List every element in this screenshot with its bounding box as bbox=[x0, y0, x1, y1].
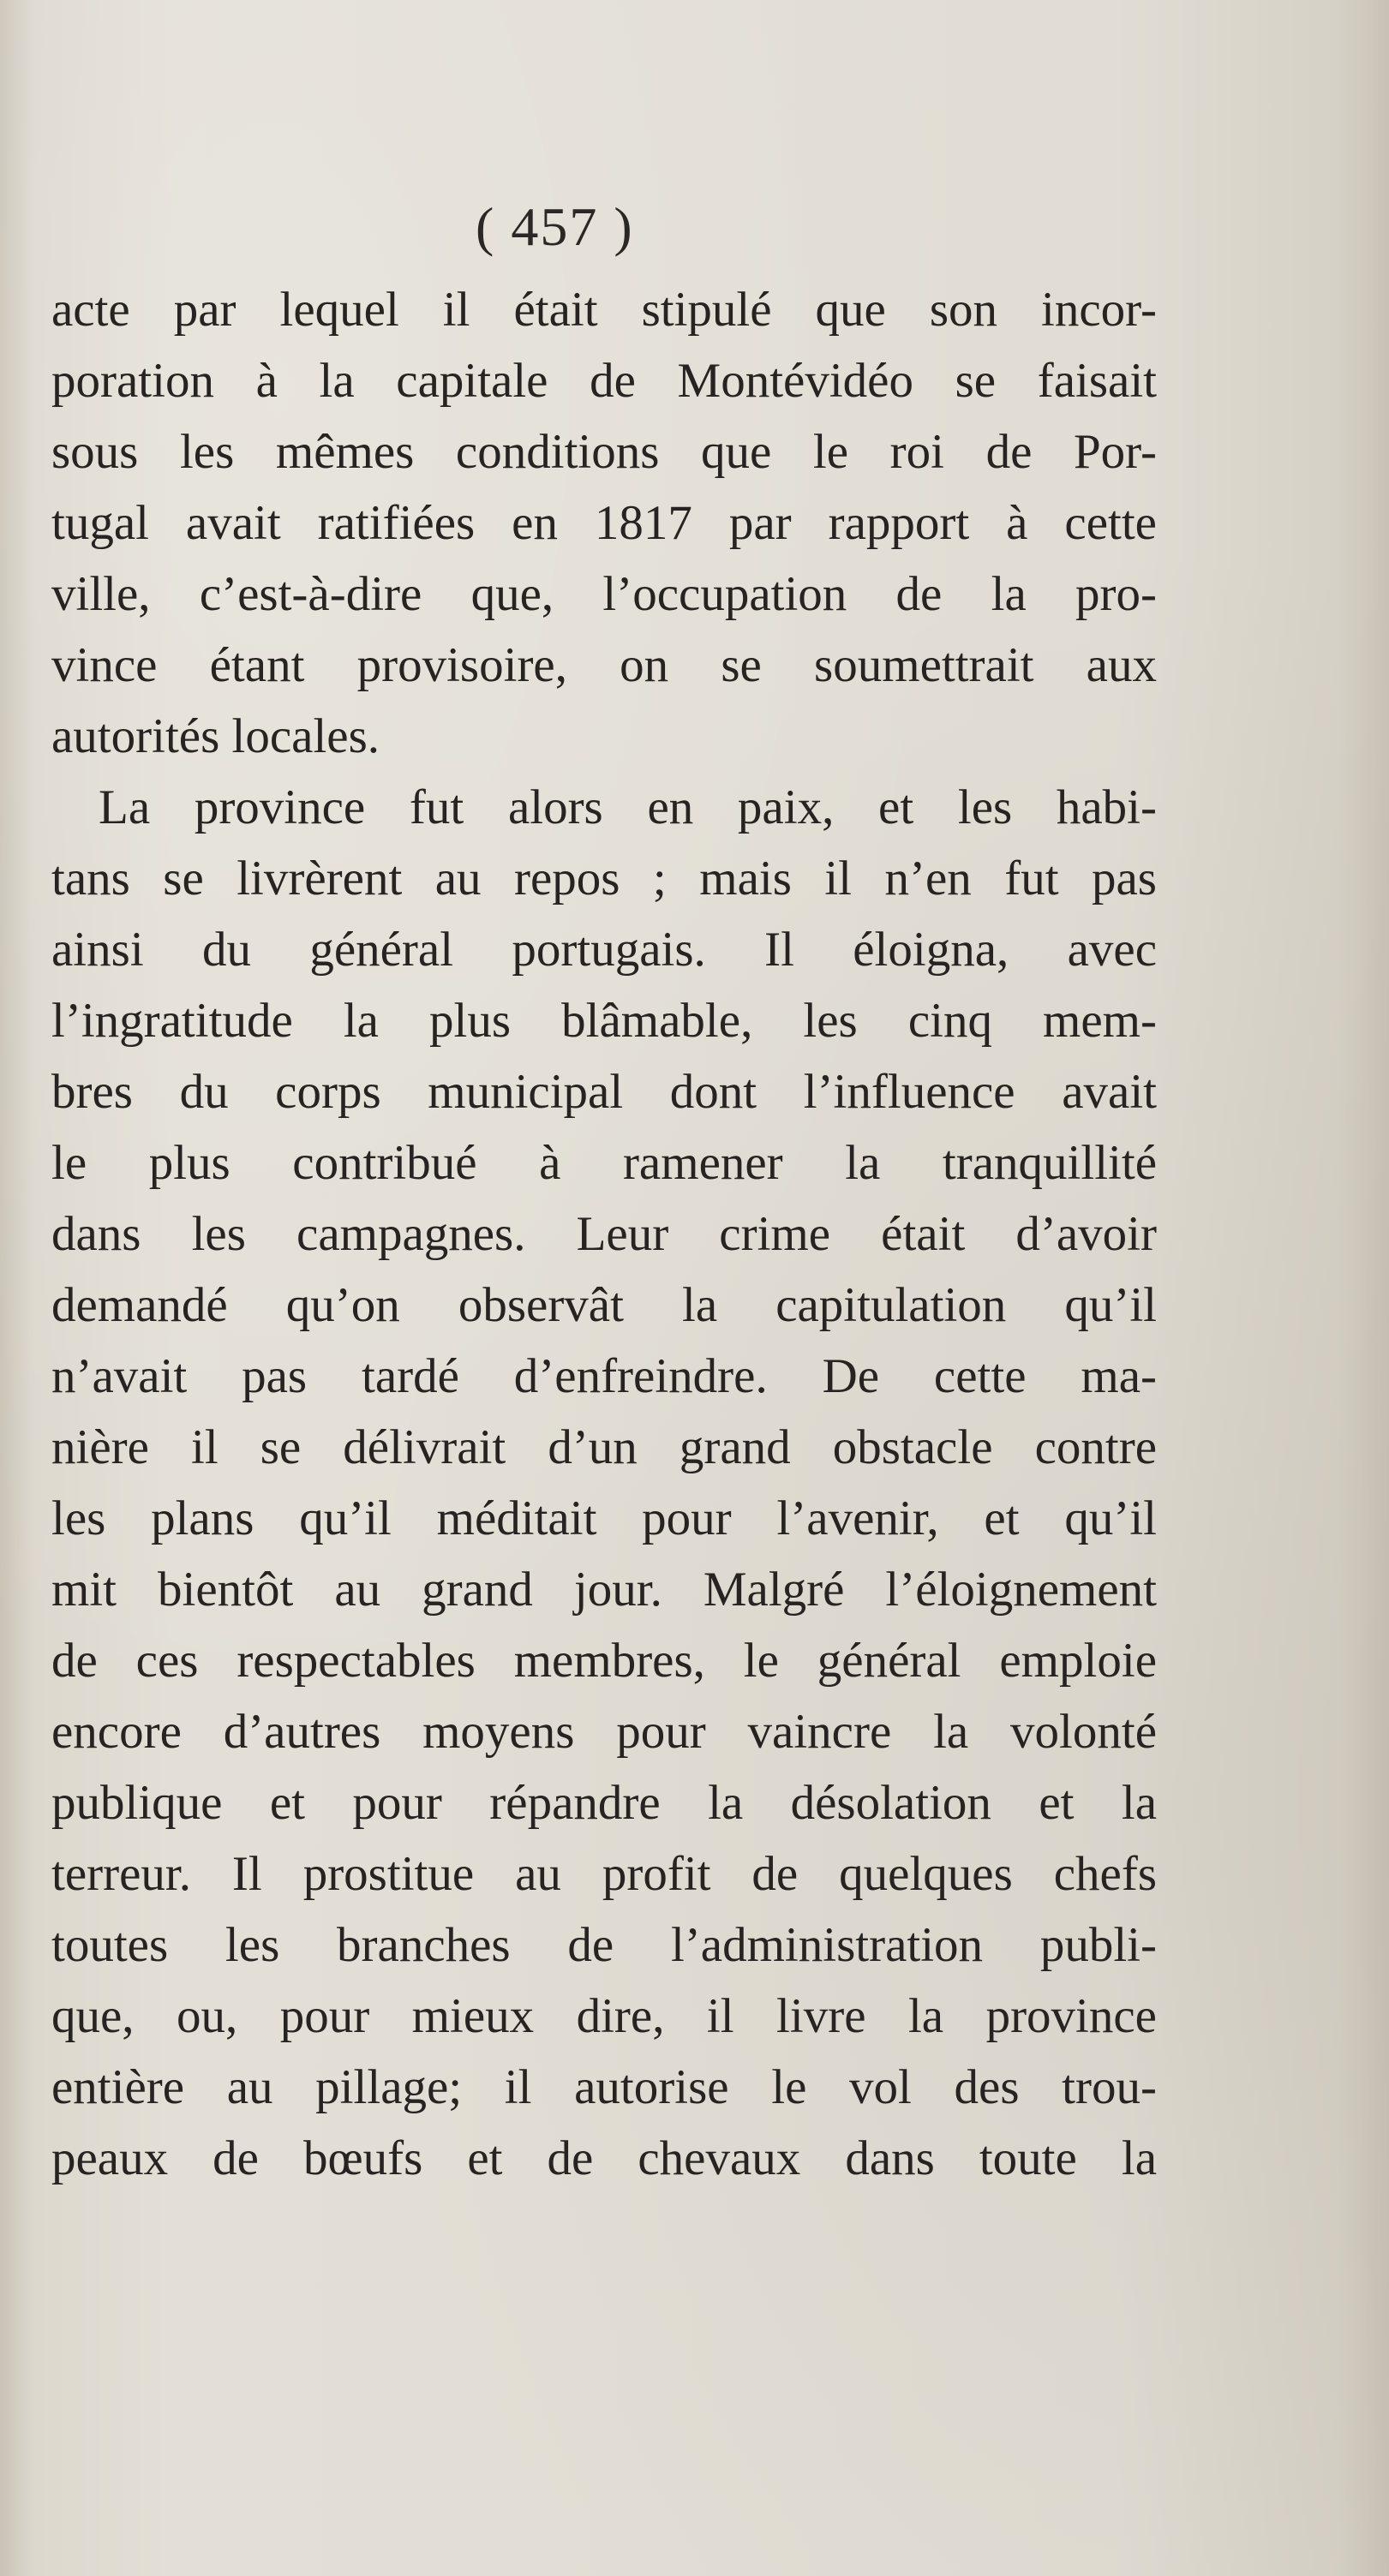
text-line: ainsi du général portugais. Il éloigna, avec bbox=[51, 923, 1157, 977]
text-line: que, ou, pour mieux dire, il livre la province bbox=[51, 1989, 1157, 2043]
text-line: n’avait pas tardé d’enfreindre. De cette ma- bbox=[51, 1349, 1157, 1403]
paragraph-2 bbox=[51, 772, 1157, 2194]
body-text bbox=[51, 274, 1157, 2194]
text-line: entière au pillage; il autorise le vol des trou- bbox=[51, 2060, 1157, 2114]
text-line: acte par lequel il était stipulé que son incor- bbox=[51, 283, 1157, 337]
text-line: le plus contribué à ramener la tranquillité bbox=[51, 1136, 1157, 1190]
text-line: demandé qu’on observât la capitulation qu’il bbox=[51, 1278, 1157, 1332]
text-line: tans se livrèrent au repos ; mais il n’en fut pas bbox=[51, 852, 1157, 905]
text-line: bres du corps municipal dont l’influence avait bbox=[51, 1065, 1157, 1119]
text-line: toutes les branches de l’administration publi- bbox=[51, 1918, 1157, 1972]
text-line: encore d’autres moyens pour vaincre la volonté bbox=[51, 1705, 1157, 1759]
text-line: poration à la capitale de Montévidéo se faisait bbox=[51, 354, 1157, 408]
text-line: publique et pour répandre la désolation et la bbox=[51, 1776, 1157, 1830]
text-line: La province fut alors en paix, et les habi- bbox=[99, 780, 1157, 834]
text-line: tugal avait ratifiées en 1817 par rapport à cette bbox=[51, 496, 1157, 550]
text-line: peaux de bœufs et de chevaux dans toute la bbox=[51, 2131, 1157, 2185]
text-line: dans les campagnes. Leur crime était d’avoir bbox=[51, 1207, 1157, 1261]
text-line: l’ingratitude la plus blâmable, les cinq mem- bbox=[51, 994, 1157, 1048]
text-line: vince étant provisoire, on se soumettrait aux bbox=[51, 638, 1157, 692]
text-line: terreur. Il prostitue au profit de quelques chefs bbox=[51, 1847, 1157, 1901]
text-line: ville, c’est-à-dire que, l’occupation de la pro- bbox=[51, 567, 1157, 621]
text-line: nière il se délivrait d’un grand obstacle contre bbox=[51, 1420, 1157, 1474]
text-line: de ces respectables membres, le général emploie bbox=[51, 1634, 1157, 1688]
page-number: ( 457 ) bbox=[476, 196, 634, 257]
text-line: autorités locales. bbox=[51, 709, 380, 763]
paragraph-1 bbox=[51, 274, 1157, 772]
text-line: mit bientôt au grand jour. Malgré l’éloignement bbox=[51, 1563, 1157, 1617]
text-line: sous les mêmes conditions que le roi de Por- bbox=[51, 425, 1157, 479]
text-line: les plans qu’il méditait pour l’avenir, et qu’il bbox=[51, 1491, 1157, 1545]
